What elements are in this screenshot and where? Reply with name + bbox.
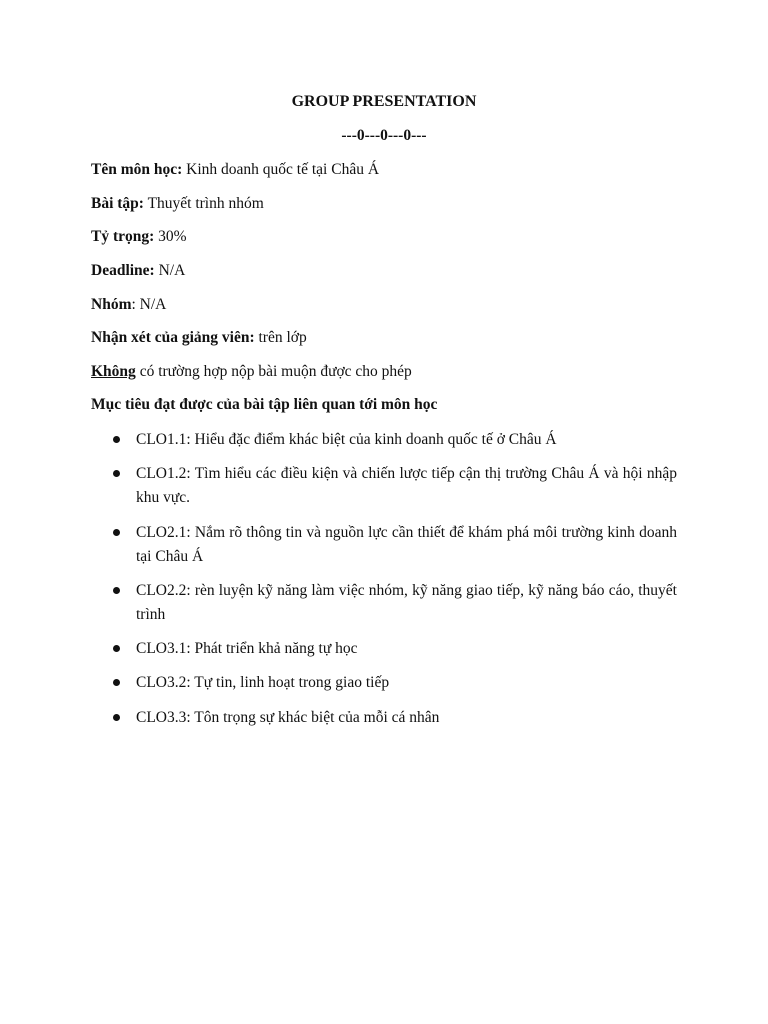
assignment-value: Thuyết trình nhóm xyxy=(143,195,264,212)
late-policy-field xyxy=(91,363,412,381)
group-field xyxy=(91,296,166,314)
bullet-icon xyxy=(113,714,120,721)
objectives-heading: Mục tiêu đạt được của bài tập liên quan tới môn học xyxy=(91,396,438,413)
weight-label: Tỷ trọng: xyxy=(91,228,155,245)
course-value: Kinh doanh quốc tế tại Châu Á xyxy=(182,161,380,178)
assignment-label: Bài tập: xyxy=(91,195,144,212)
bullet-icon xyxy=(113,436,120,443)
objective-item: CLO1.1: Hiểu đặc điểm khác biệt của kinh doanh quốc tế ở Châu Á xyxy=(136,431,557,448)
objective-item: CLO2.1: Nắm rõ thông tin và nguồn lực cần thiết để khám phá môi trường kinh doanh tại Châu Á xyxy=(136,524,677,565)
objective-item: CLO3.2: Tự tin, linh hoạt trong giao tiếp xyxy=(136,674,390,691)
course-label: Tên môn học: xyxy=(91,161,183,178)
title-divider: ---0---0---0--- xyxy=(341,127,427,144)
bullet-icon xyxy=(113,470,120,477)
deadline-label: Deadline: xyxy=(91,262,155,279)
weight-field xyxy=(91,228,187,246)
feedback-value: trên lớp xyxy=(254,329,307,346)
feedback-field xyxy=(91,329,307,347)
group-value: : N/A xyxy=(131,296,167,313)
objective-item: CLO3.3: Tôn trọng sự khác biệt của mỗi cá nhân xyxy=(136,709,440,726)
bullet-icon xyxy=(113,679,120,686)
objective-item: CLO1.2: Tìm hiểu các điều kiện và chiến lược tiếp cận thị trường Châu Á và hội nhập khu vực. xyxy=(136,465,677,506)
bullet-icon xyxy=(113,529,120,536)
group-label: Nhóm xyxy=(91,296,132,313)
deadline-value: N/A xyxy=(154,262,186,279)
bullet-icon xyxy=(113,645,120,652)
bullet-icon xyxy=(113,587,120,594)
late-policy-label: Không xyxy=(91,363,136,380)
objective-item: CLO2.2: rèn luyện kỹ năng làm việc nhóm, kỹ năng giao tiếp, kỹ năng báo cáo, thuyết trình xyxy=(136,582,677,623)
objective-item: CLO3.1: Phát triển khả năng tự học xyxy=(136,640,358,657)
weight-value: 30% xyxy=(154,228,187,245)
feedback-label: Nhận xét của giảng viên: xyxy=(91,329,255,346)
late-policy-value: có trường hợp nộp bài muộn được cho phép xyxy=(135,363,412,380)
document-title: GROUP PRESENTATION xyxy=(291,93,477,110)
assignment-field xyxy=(91,195,264,213)
deadline-field xyxy=(91,262,185,280)
course-field xyxy=(91,161,379,179)
